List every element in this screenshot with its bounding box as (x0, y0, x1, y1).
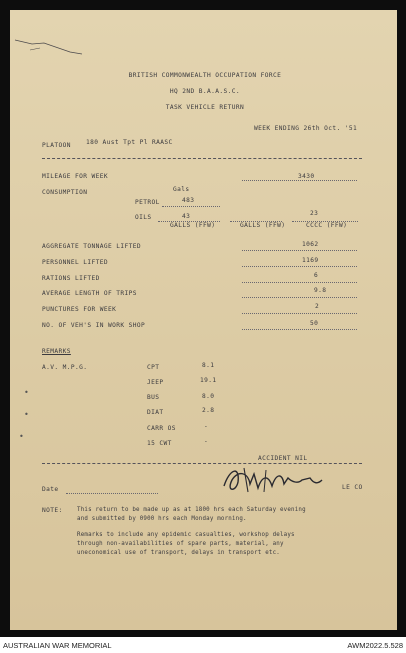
remarks-key: BUS (147, 394, 160, 401)
stat-value: 1062 (302, 241, 319, 248)
archive-footer (0, 637, 406, 653)
remarks-key: DIAT (147, 409, 164, 416)
margin-mark: • (24, 388, 29, 397)
platoon-label: PLATOON (42, 142, 71, 149)
stat-label: AVERAGE LENGTH OF TRIPS (42, 290, 137, 297)
grease-value: 23 (310, 210, 319, 217)
remarks-value: 8.1 (202, 362, 215, 369)
avg-mpg-label: A.V. M.P.G. (42, 364, 88, 371)
margin-mark: • (19, 432, 24, 441)
header-line-3: TASK VEHICLE RETURN (165, 104, 245, 111)
date-label: Date (42, 486, 59, 493)
section-divider (42, 158, 362, 159)
date-dots (66, 493, 158, 494)
stat-value: 50 (310, 320, 319, 327)
remarks-key: JEEP (147, 379, 164, 386)
note-line-1: This return to be made up as at 1800 hrs each Saturday evening (77, 507, 306, 513)
signature (218, 462, 348, 496)
stat-dots (242, 329, 357, 330)
accident-status: ACCIDENT NIL (258, 455, 308, 462)
mileage-dots (242, 180, 357, 181)
column-label-2: GALLS (FFW) (240, 222, 286, 229)
note-line-3: Remarks to include any epidemic casualties, workshop delays (77, 532, 295, 538)
stat-label: RATIONS LIFTED (42, 275, 100, 282)
header-line-1: BRITISH COMMONWEALTH OCCUPATION FORCE (128, 72, 282, 79)
oils-value: 43 (182, 213, 191, 220)
note-line-2: and submitted by 0900 hrs each Monday morning. (77, 516, 247, 522)
remarks-key: 15 CWT (147, 440, 172, 447)
note-line-4: through non-availabilities of spare parts, material, any (77, 541, 284, 547)
remarks-value: 19.1 (200, 377, 217, 384)
remarks-key: CARR OS (147, 425, 176, 432)
note-label: NOTE: (42, 507, 63, 514)
week-ending: WEEK ENDING 26th Oct. '51 (254, 125, 358, 132)
petrol-value: 483 (182, 197, 195, 204)
remarks-value: - (204, 438, 209, 445)
header-line-2: HQ 2ND B.A.A.S.C. (169, 88, 241, 95)
footer-left: AUSTRALIAN WAR MEMORIAL (3, 641, 112, 650)
consumption-unit: Gals (173, 186, 190, 193)
stat-label: NO. OF VEH'S IN WORK SHOP (42, 322, 146, 329)
remarks-title: REMARKS (42, 348, 71, 355)
stat-dots (242, 297, 357, 298)
stat-value: 1169 (302, 257, 319, 264)
footer-right: AWM2022.5.528 (347, 641, 403, 650)
consumption-label: CONSUMPTION (42, 189, 88, 196)
oils-label: OILS (135, 214, 152, 221)
remarks-key: CPT (147, 364, 160, 371)
remarks-value: 8.0 (202, 393, 215, 400)
stat-dots (242, 266, 357, 267)
stat-dots (242, 250, 357, 251)
remarks-value: - (204, 423, 209, 430)
platoon-value: 180 Aust Tpt Pl RAASC (86, 139, 173, 146)
mileage-label: MILEAGE FOR WEEK (42, 173, 109, 180)
stat-label: PERSONNEL LIFTED (42, 259, 109, 266)
stat-value: 2 (315, 303, 320, 310)
stat-value: 9.8 (314, 287, 327, 294)
margin-mark: • (24, 410, 29, 419)
signature-suffix: LE CO (342, 484, 363, 491)
stat-label: AGGREGATE TONNAGE LIFTED (42, 243, 142, 250)
mileage-value: 3430 (298, 173, 315, 180)
remarks-value: 2.8 (202, 407, 215, 414)
petrol-dots (162, 206, 220, 207)
stat-value: 6 (314, 272, 319, 279)
column-label-3: CCCC (FFW) (306, 222, 348, 229)
document-page (10, 10, 397, 630)
stat-dots (242, 313, 357, 314)
stat-label: PUNCTURES FOR WEEK (42, 306, 117, 313)
note-line-5: uneconomical use of transport, delays in transport etc. (77, 550, 280, 556)
stat-dots (242, 282, 357, 283)
column-label-1: GALLS (FFW) (170, 222, 216, 229)
petrol-label: PETROL (135, 199, 160, 206)
